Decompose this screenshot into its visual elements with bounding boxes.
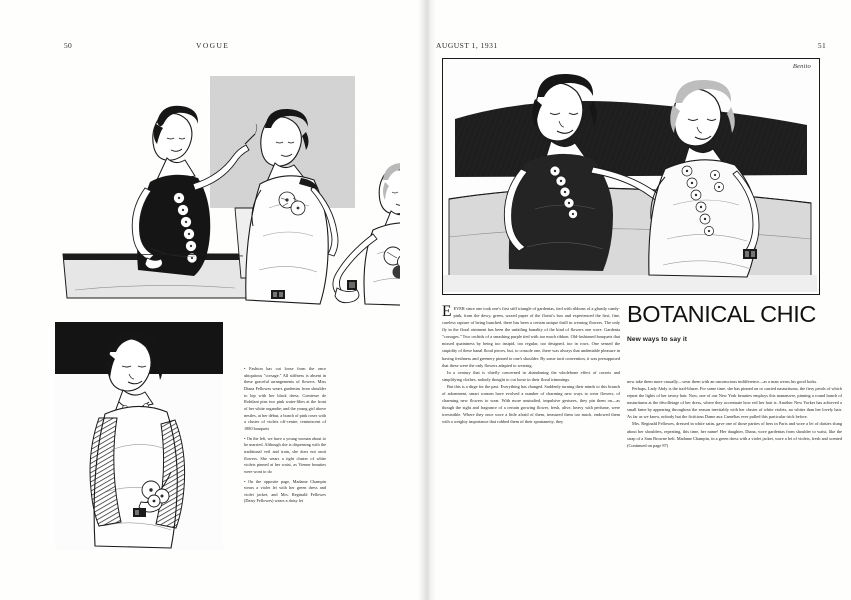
illustration-two-women-sofa — [442, 58, 820, 295]
caption-paragraph-2: • On the left, we have a young woman about to be married. Although she is dispensing with the traditional veil and train, she does not omit flowers. She wears a tight cluster of white violets pinned at her waist, as Vienne beauties were wont to do — [244, 435, 326, 474]
caption-column-left — [244, 366, 326, 508]
body-paragraph-3: But this is a dirge for the past. Everything has changed. Suddenly turning their minds to this branch of adornment, smart women have evolved a number of charming new ways to wear flowers, of charming new flowers to wear. With more unstudied, impulsive gestures, they pin them on—as though the sight and fragrance of a certain growing flower, fresh, alive, heavy with perfume, were irresistible. Where they once wore a little afraid of them, treasured them too much, endowed them with a weighty importance that robbed them of their spontaneity, they — [442, 383, 620, 425]
body-paragraph-5: Perhaps, Lady Abdy is the trail-blazer. For some time, she has pinned on or carried nasturtiums, the fiery petals of which repeat the lights of her tawny hair. Now, one of our New York beauties employs this manœuvre, pinning a round bunch of nasturtiums at the décolletage of her dress, where they accentuate how red her hair is. Another New Yorker has achieved a small fame by appearing throughout the season inevitably with her cluster of white violets, no whiter than her lovely hair. As far as we know, nobody but the fictitious Dame aux Camélias ever pulled this particular trick before. — [627, 386, 842, 420]
body-column-2 — [627, 378, 842, 449]
issue-date: AUGUST 1, 1931 — [436, 41, 498, 50]
caption-paragraph-3: • On the opposite page, Madame Champin wears a violet lei with her green dress and violet jacket, and Mrs. Reginald Fellowes (Daisy Fellowes) wears a daisy lei — [244, 478, 326, 504]
article-subhead: New ways to say it — [627, 336, 688, 343]
drop-cap-e: E — [442, 303, 452, 320]
body-paragraph-1-text: EVER since one took one's first stiff triangle of gardenias, tied with ribbons of a ghastly candy-pink, from the dewy, green, waxed paper of the florist's box and experienced the first, fine, careless rapture of being bunched, there has been a certain unique thrill in wearing flowers. The only fly in the floral ointment has been the unfailing banality of the kind of flowers one wore. Gardenia "corsages." Two orchids of a smashing purple tied with too much ribbon. Old-fashioned bouquets that missed quaintness by being too insipid, too regular, too designed, too in rows. One sensed the stupidity of these banal floral pieces, but, to console one, there was always that undeniable pleasure in having freshness and greenery pinned to one's shoulder. By some tacit convention, it was presupposed that these were the only flowers adapted to wearing. — [442, 306, 620, 368]
article-headline: BOTANICAL CHIC — [627, 301, 816, 327]
left-page — [0, 0, 425, 600]
illustration-three-women — [55, 58, 400, 308]
body-paragraph-6: Mrs. Reginald Fellowes, dressed in white satin, gave one of those parties of hers in Paris and wore a lei of daisies slung about her shoulders, repeating, this time, her name! Her daughter, Diana, wore gardenias from shoulder to waist, like the strap of a Sam Browne belt. Madame Champin, in a green dress with a violet jacket, wore a lei of violets, fresh and scented (Continued on page 87) — [627, 421, 842, 448]
body-column-1 — [442, 305, 620, 425]
illustration-bride-with-violets — [55, 322, 223, 550]
body-paragraph-1 — [442, 305, 620, 369]
running-head-vogue: VOGUE — [196, 41, 230, 50]
body-paragraph-2: In a century that is chiefly concerned in abandoning the wholebone effect of corsets and simplifying clothes, nobody thought to cut loose in their floral trimmings. — [442, 369, 620, 382]
artist-signature: Benito — [792, 63, 811, 70]
right-page — [426, 0, 851, 600]
page-number-right: 51 — [817, 41, 826, 50]
body-paragraph-4: now take them more casually—wear them with an unconscious indifference—as a man wears his good looks. — [627, 379, 818, 384]
page-number-left: 50 — [64, 41, 73, 50]
caption-paragraph-1: • Fashion has cut loose from the once ubiquitous "corsage." All stiffness is absent in these graceful arrangements of flowers. Miss Diana Fellowes wears gardenias from shoulder to hip with her black dress; Comtesse de Robilant pins two pink water-lilies at the front of her white organdie; and the young girl above nestles, at her début, a bunch of pink roses with a cluster of violets off-centre, reminiscent of 1880 bouquets — [244, 366, 326, 431]
